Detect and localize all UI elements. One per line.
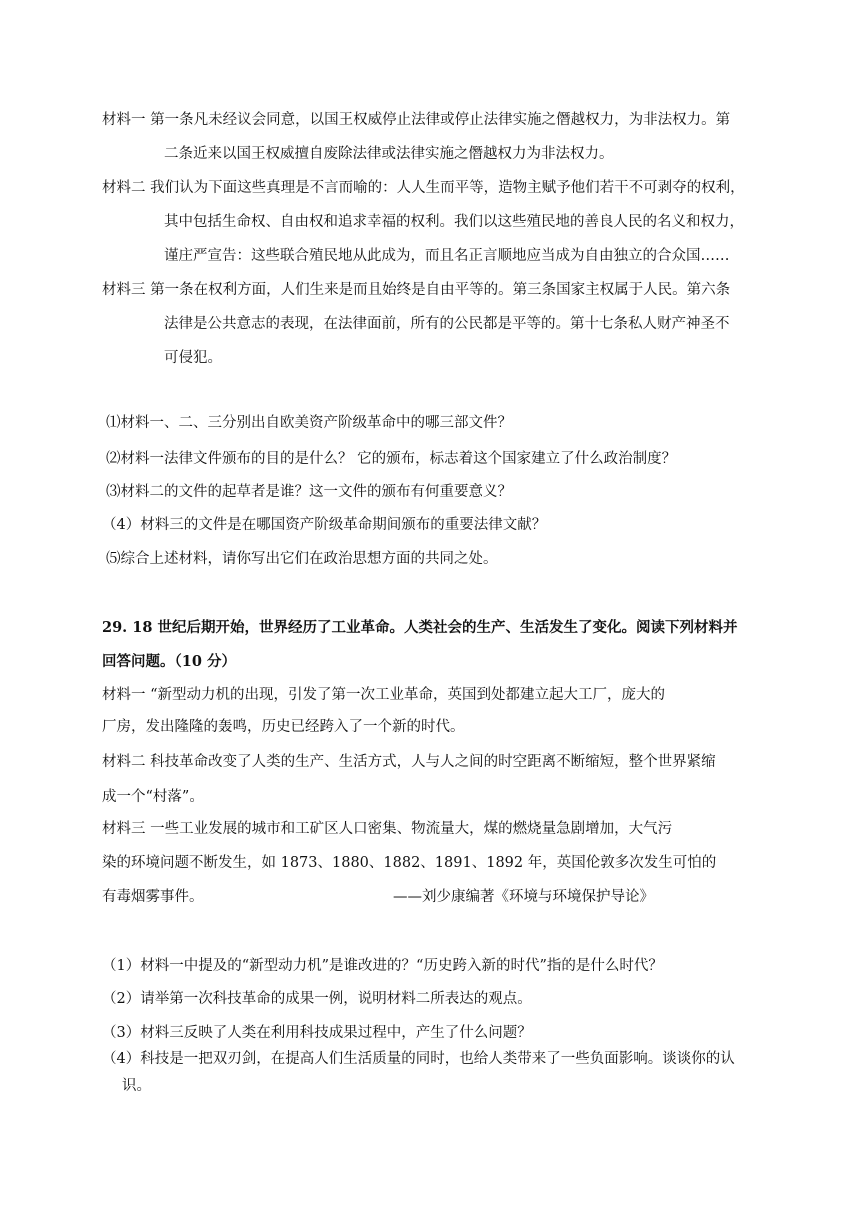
material-2-line-2: 其中包括生命权、自由权和追求幸福的权利。我们以这些殖民地的善良人民的名义和权力， [164, 214, 744, 230]
material-2-line-1: 材料二 我们认为下面这些真理是不言而喻的：人人生而平等，造物主赋予他们若干不可剥夺的权利， [102, 180, 745, 196]
q29-question-4-line-1: （4）科技是一把双刃剑，在提高人们生活质量的同时，也给人类带来了一些负面影响。谈谈你的认 [102, 1051, 735, 1067]
q29-material-2-line-2: 成一个“村落”。 [102, 789, 204, 805]
material-2-line-3: 谨庄严宣告：这些联合殖民地从此成为，而且名正言顺地应当成为自由独立的合众国…… [164, 248, 730, 264]
q29-material-3-line-1: 材料三 一些工业发展的城市和工矿区人口密集、物流量大，煤的燃烧量急剧增加，大气污 [102, 821, 673, 837]
material-3-line-3: 可侵犯。 [164, 350, 222, 366]
q29-material-3-line-2: 染的环境问题不断发生，如 1873、1880、1882、1891、1892 年，英国伦敦多次发生可怕的 [102, 855, 717, 871]
material-3-line-2: 法律是公共意志的表现，在法律面前，所有的公民都是平等的。第十七条私人财产神圣不 [164, 316, 730, 332]
question-29-heading-line-1: 29. 18 世纪后期开始，世界经历了工业革命。人类社会的生产、生活发生了变化。阅读下列材料并 [102, 619, 738, 636]
material-3-line-1: 材料三 第一条在权利方面，人们生来是而且始终是自由平等的。第三条国家主权属于人民。第六条 [102, 282, 731, 298]
q29-question-2: （2）请举第一次科技革命的成果一例，说明材料二所表达的观点。 [102, 991, 532, 1007]
q29-material-3-source: ——刘少康编著《环境与环境保护导论》 [393, 889, 654, 905]
material-1-line-1: 材料一 第一条凡未经议会同意，以国王权威停止法律或停止法律实施之僭越权力，为非法权力。第 [102, 112, 731, 128]
q29-material-1-line-1: 材料一 “新型动力机的出现，引发了第一次工业革命，英国到处都建立起大工厂，庞大的 [102, 687, 666, 703]
q29-question-4-line-2: 识。 [122, 1078, 151, 1094]
q29-question-3: （3）材料三反映了人类在利用科技成果过程中，产生了什么问题？ [102, 1025, 532, 1041]
q29-material-3-line-3: 有毒烟雾事件。 [102, 889, 204, 905]
question-1: ⑴材料一、二、三分别出自欧美资产阶级革命中的哪三部文件？ [106, 415, 512, 431]
question-3: ⑶材料二的文件的起草者是谁？这一文件的颁布有何重要意义？ [106, 484, 512, 500]
question-29-heading-line-2: 回答问题。（10 分） [102, 653, 236, 670]
q29-material-2-line-1: 材料二 科技革命改变了人类的生产、生活方式，人与人之间的时空距离不断缩短，整个世界紧缩 [102, 754, 716, 770]
question-2: ⑵材料一法律文件颁布的目的是什么？ 它的颁布，标志着这个国家建立了什么政治制度？ [106, 451, 677, 467]
question-4: （4）材料三的文件是在哪国资产阶级革命期间颁布的重要法律文献？ [102, 517, 547, 533]
q29-material-1-line-2: 厂房，发出隆隆的轰鸣，历史已经跨入了一个新的时代。 [102, 719, 465, 735]
q29-question-1: （1）材料一中提及的“新型动力机”是谁改进的？“历史跨入新的时代”指的是什么时代？ [102, 958, 663, 974]
question-5: ⑸综合上述材料，请你写出它们在政治思想方面的共同之处。 [106, 551, 498, 567]
material-1-line-2: 二条近来以国王权威擅自废除法律或法律实施之僭越权力为非法权力。 [164, 146, 614, 162]
